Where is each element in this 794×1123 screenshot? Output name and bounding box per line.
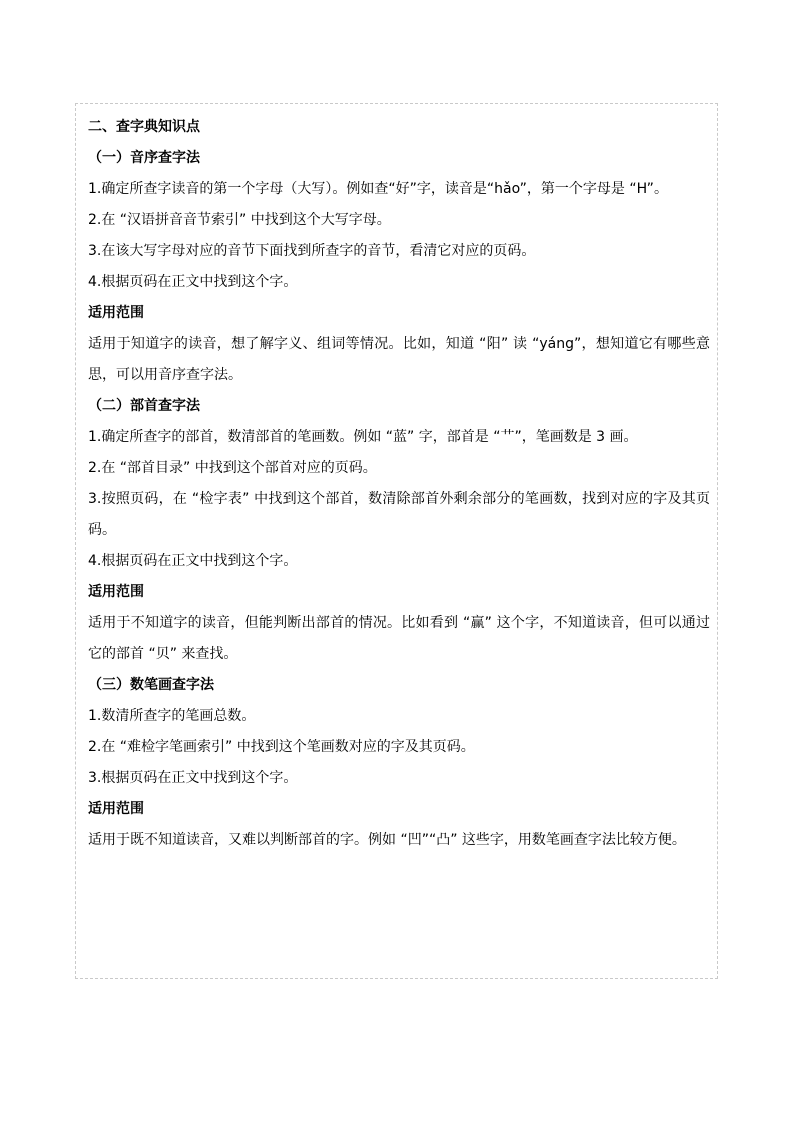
- document-title: 二、查字典知识点: [88, 119, 200, 135]
- step-item: 4.根据页码在正文中找到这个字。: [88, 553, 298, 569]
- step-item: 1.确定所查字读音的第一个字母（大写）。例如查“好”字，读音是“hǎo”，第一个字母是 “H”。: [88, 181, 668, 197]
- step-item: 2.在 “部首目录” 中找到这个部首对应的页码。: [88, 460, 377, 476]
- step-item: 3.根据页码在正文中找到这个字。: [88, 770, 298, 786]
- section-heading-phonetic: （一）音序查字法: [88, 150, 200, 166]
- scope-text: 适用于既不知道读音，又难以判断部首的字。例如 “凹”“凸” 这些字，用数笔画查字法比较方便。: [88, 832, 686, 848]
- scope-heading: 适用范围: [88, 801, 144, 817]
- step-item: 3.按照页码，在 “检字表” 中找到这个部首，数清除部首外剩余部分的笔画数，找到对应的字及其页码。: [88, 491, 710, 538]
- scope-text: 适用于知道字的读音，想了解字义、组词等情况。比如，知道 “阳” 读 “yáng”，想知道它有哪些意思，可以用音序查字法。: [88, 336, 710, 383]
- scope-text: 适用于不知道字的读音，但能判断出部首的情况。比如看到 “赢” 这个字，不知道读音，但可以通过它的部首 “贝” 来查找。: [88, 615, 710, 662]
- step-item: 1.数清所查字的笔画总数。: [88, 708, 256, 724]
- section-heading-stroke: （三）数笔画查字法: [88, 677, 214, 693]
- document-body: [88, 112, 710, 856]
- step-item: 1.确定所查字的部首，数清部首的笔画数。例如 “蓝” 字，部首是 “艹”，笔画数是 3 画。: [88, 429, 638, 445]
- scope-heading: 适用范围: [88, 305, 144, 321]
- step-item: 2.在 “汉语拼音音节索引” 中找到这个大写字母。: [88, 212, 391, 228]
- step-item: 2.在 “难检字笔画索引” 中找到这个笔画数对应的字及其页码。: [88, 739, 475, 755]
- step-item: 3.在该大写字母对应的音节下面找到所查字的音节，看清它对应的页码。: [88, 243, 536, 259]
- scope-heading: 适用范围: [88, 584, 144, 600]
- step-item: 4.根据页码在正文中找到这个字。: [88, 274, 298, 290]
- section-heading-radical: （二）部首查字法: [88, 398, 200, 414]
